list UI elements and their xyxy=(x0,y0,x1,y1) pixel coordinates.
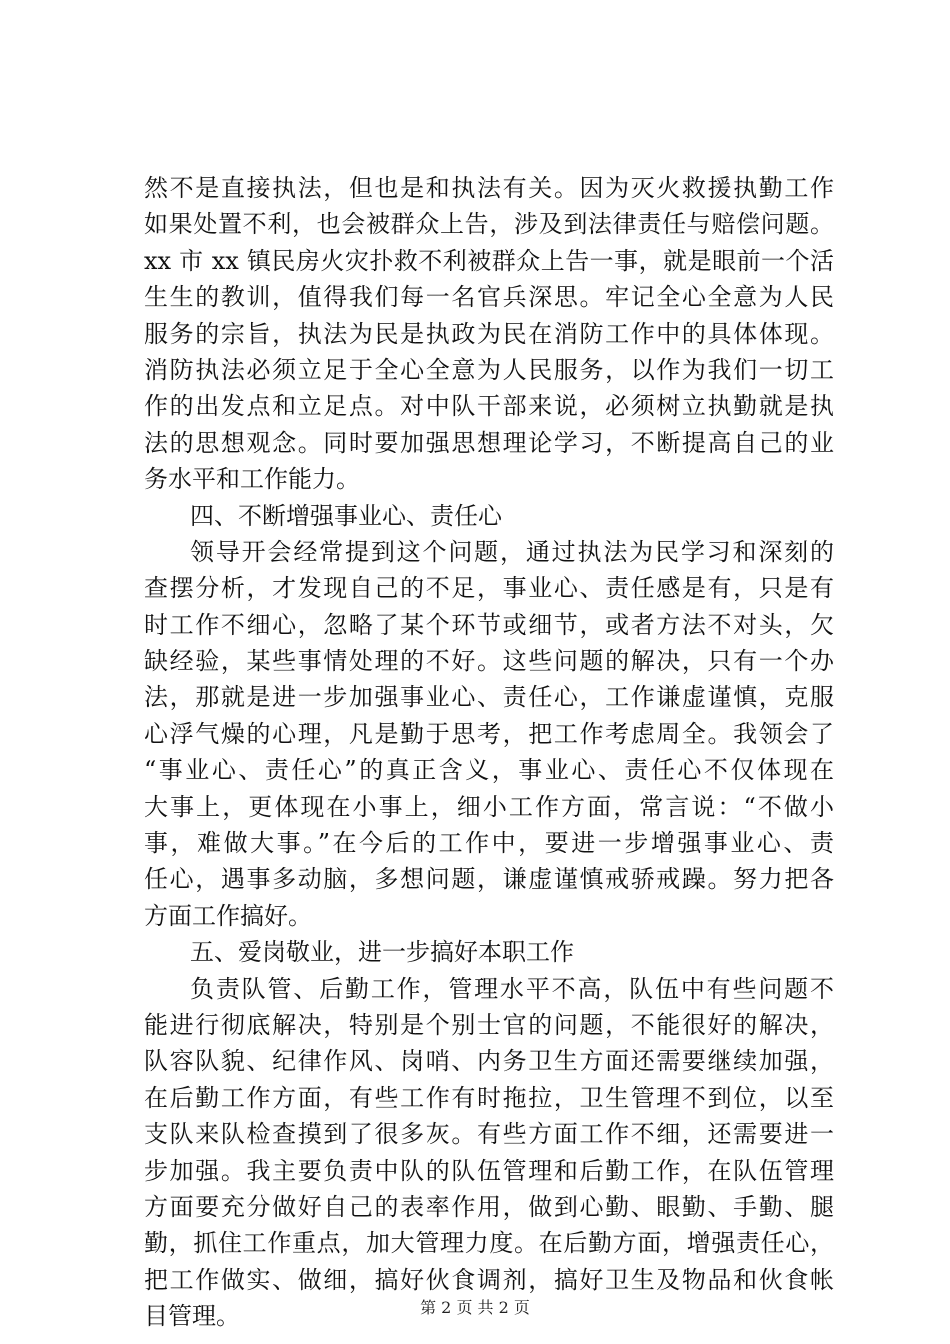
text-line: 负责队管、后勤工作，管理水平不高，队伍中有些问题不 xyxy=(190,974,834,1003)
document-body xyxy=(144,170,834,1335)
text-line: “事业心、责任心”的真正含义，事业心、责任心不仅体现在 xyxy=(144,756,834,785)
text-line: 消防执法必须立足于全心全意为人民服务，以作为我们一切工 xyxy=(144,355,834,384)
text-line: 生生的教训，值得我们每一名官兵深思。牢记全心全意为人民 xyxy=(144,283,834,312)
text-line: 法，那就是进一步加强事业心、责任心，工作谦虚谨慎，克服 xyxy=(144,683,834,712)
text-line: 任心，遇事多动脑，多想问题，谦虚谨慎戒骄戒躁。努力把各 xyxy=(144,865,834,894)
text-line: 如果处置不利，也会被群众上告，涉及到法律责任与赔偿问题。 xyxy=(144,210,834,239)
text-line: 能进行彻底解决，特别是个别士官的问题，不能很好的解决， xyxy=(144,1010,834,1039)
text-line: 步加强。我主要负责中队的队伍管理和后勤工作，在队伍管理 xyxy=(144,1156,834,1185)
text-line: 队容队貌、纪律作风、岗哨、内务卫生方面还需要继续加强， xyxy=(144,1047,834,1076)
text-line: 查摆分析，才发现自己的不足，事业心、责任感是有，只是有 xyxy=(144,574,834,603)
text-line: 支队来队检查摸到了很多灰。有些方面工作不细，还需要进一 xyxy=(144,1120,834,1149)
text-line: 然不是直接执法，但也是和执法有关。因为灭火救援执勤工作 xyxy=(144,174,834,202)
text-line: 目管理。 xyxy=(144,1302,240,1331)
text-line: 大事上，更体现在小事上，细小工作方面，常言说：“不做小 xyxy=(144,792,834,821)
page-footer: 第 2 页 共 2 页 xyxy=(420,1298,530,1317)
text-line: 在后勤工作方面，有些工作有时拖拉，卫生管理不到位，以至 xyxy=(144,1083,834,1112)
text-line: 领导开会经常提到这个问题，通过执法为民学习和深刻的 xyxy=(190,537,834,566)
text-line: 服务的宗旨，执法为民是执政为民在消防工作中的具体体现。 xyxy=(144,319,834,348)
text-line: xx 市 xx 镇民房火灾扑救不利被群众上告一事，就是眼前一个活 xyxy=(144,246,834,275)
text-line: 法的思想观念。同时要加强思想理论学习，不断提高自己的业 xyxy=(144,428,834,457)
text-line: 时工作不细心，忽略了某个环节或细节，或者方法不对头，欠 xyxy=(144,610,834,639)
text-line: 勤，抓住工作重点，加大管理力度。在后勤方面，增强责任心， xyxy=(144,1229,834,1258)
text-line: 务水平和工作能力。 xyxy=(144,465,360,494)
section-heading: 五、爱岗敬业，进一步搞好本职工作 xyxy=(190,938,574,967)
text-line: 方面工作搞好。 xyxy=(144,901,312,930)
text-line: 缺经验，某些事情处理的不好。这些问题的解决，只有一个办 xyxy=(144,647,834,676)
text-line: 把工作做实、做细，搞好伙食调剂，搞好卫生及物品和伙食帐 xyxy=(144,1265,834,1294)
text-line: 心浮气燥的心理，凡是勤于思考，把工作考虑周全。我领会了 xyxy=(144,719,834,748)
section-heading: 四、不断增强事业心、责任心 xyxy=(190,501,502,530)
text-line: 作的出发点和立足点。对中队干部来说，必须树立执勤就是执 xyxy=(144,392,834,421)
text-line: 方面要充分做好自己的表率作用，做到心勤、眼勤、手勤、腿 xyxy=(144,1192,834,1221)
text-line: 事，难做大事。”在今后的工作中，要进一步增强事业心、责 xyxy=(144,829,834,858)
